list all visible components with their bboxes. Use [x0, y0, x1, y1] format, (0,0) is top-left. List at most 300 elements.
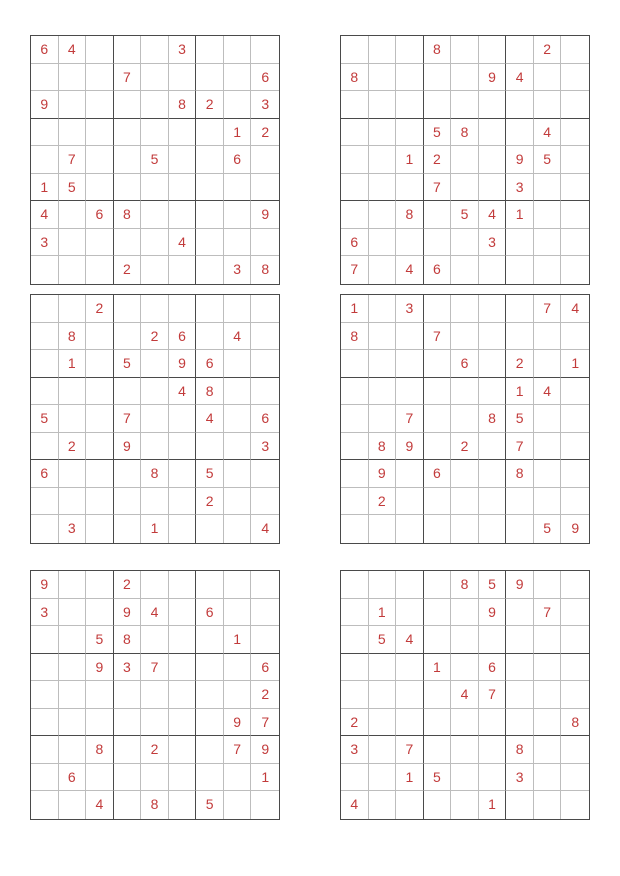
empty-cell[interactable] — [59, 654, 87, 682]
empty-cell[interactable] — [534, 433, 562, 461]
empty-cell[interactable] — [141, 256, 169, 284]
empty-cell[interactable] — [86, 681, 114, 709]
empty-cell[interactable] — [224, 488, 252, 516]
empty-cell[interactable] — [31, 654, 59, 682]
empty-cell[interactable] — [31, 488, 59, 516]
empty-cell[interactable] — [506, 681, 534, 709]
empty-cell[interactable] — [561, 791, 589, 819]
empty-cell[interactable] — [424, 64, 452, 92]
empty-cell[interactable] — [141, 378, 169, 406]
empty-cell[interactable] — [561, 91, 589, 119]
empty-cell[interactable] — [86, 146, 114, 174]
empty-cell[interactable] — [451, 146, 479, 174]
empty-cell[interactable] — [341, 405, 369, 433]
empty-cell[interactable] — [251, 460, 279, 488]
empty-cell[interactable] — [451, 64, 479, 92]
empty-cell[interactable] — [59, 91, 87, 119]
empty-cell[interactable] — [251, 146, 279, 174]
empty-cell[interactable] — [251, 488, 279, 516]
empty-cell[interactable] — [534, 201, 562, 229]
empty-cell[interactable] — [506, 791, 534, 819]
empty-cell[interactable] — [31, 791, 59, 819]
empty-cell[interactable] — [114, 736, 142, 764]
empty-cell[interactable] — [506, 91, 534, 119]
empty-cell[interactable] — [224, 405, 252, 433]
empty-cell[interactable] — [506, 709, 534, 737]
empty-cell[interactable] — [86, 764, 114, 792]
empty-cell[interactable] — [561, 626, 589, 654]
empty-cell[interactable] — [86, 488, 114, 516]
empty-cell[interactable] — [141, 91, 169, 119]
empty-cell[interactable] — [224, 599, 252, 627]
empty-cell[interactable] — [369, 119, 397, 147]
empty-cell[interactable] — [451, 229, 479, 257]
empty-cell[interactable] — [506, 229, 534, 257]
empty-cell[interactable] — [224, 36, 252, 64]
empty-cell[interactable] — [114, 36, 142, 64]
empty-cell[interactable] — [506, 36, 534, 64]
empty-cell[interactable] — [224, 681, 252, 709]
empty-cell[interactable] — [196, 64, 224, 92]
empty-cell[interactable] — [561, 681, 589, 709]
empty-cell[interactable] — [196, 764, 224, 792]
empty-cell[interactable] — [561, 433, 589, 461]
empty-cell[interactable] — [251, 350, 279, 378]
empty-cell[interactable] — [506, 488, 534, 516]
empty-cell[interactable] — [141, 36, 169, 64]
empty-cell[interactable] — [396, 571, 424, 599]
empty-cell[interactable] — [479, 626, 507, 654]
empty-cell[interactable] — [534, 654, 562, 682]
empty-cell[interactable] — [424, 709, 452, 737]
empty-cell[interactable] — [31, 323, 59, 351]
empty-cell[interactable] — [169, 626, 197, 654]
empty-cell[interactable] — [169, 433, 197, 461]
empty-cell[interactable] — [479, 350, 507, 378]
empty-cell[interactable] — [341, 36, 369, 64]
empty-cell[interactable] — [86, 64, 114, 92]
empty-cell[interactable] — [424, 378, 452, 406]
empty-cell[interactable] — [169, 488, 197, 516]
empty-cell[interactable] — [141, 295, 169, 323]
empty-cell[interactable] — [114, 174, 142, 202]
empty-cell[interactable] — [341, 681, 369, 709]
empty-cell[interactable] — [196, 119, 224, 147]
empty-cell[interactable] — [114, 515, 142, 543]
empty-cell[interactable] — [59, 64, 87, 92]
empty-cell[interactable] — [561, 174, 589, 202]
empty-cell[interactable] — [369, 350, 397, 378]
empty-cell[interactable] — [196, 36, 224, 64]
empty-cell[interactable] — [169, 64, 197, 92]
empty-cell[interactable] — [59, 599, 87, 627]
empty-cell[interactable] — [114, 229, 142, 257]
empty-cell[interactable] — [424, 201, 452, 229]
empty-cell[interactable] — [59, 378, 87, 406]
empty-cell[interactable] — [451, 626, 479, 654]
empty-cell[interactable] — [196, 736, 224, 764]
empty-cell[interactable] — [451, 791, 479, 819]
empty-cell[interactable] — [31, 764, 59, 792]
empty-cell[interactable] — [561, 764, 589, 792]
empty-cell[interactable] — [196, 323, 224, 351]
empty-cell[interactable] — [369, 36, 397, 64]
empty-cell[interactable] — [369, 174, 397, 202]
empty-cell[interactable] — [59, 571, 87, 599]
empty-cell[interactable] — [424, 405, 452, 433]
empty-cell[interactable] — [114, 681, 142, 709]
empty-cell[interactable] — [224, 378, 252, 406]
empty-cell[interactable] — [86, 709, 114, 737]
empty-cell[interactable] — [141, 681, 169, 709]
empty-cell[interactable] — [169, 654, 197, 682]
empty-cell[interactable] — [59, 119, 87, 147]
empty-cell[interactable] — [534, 791, 562, 819]
empty-cell[interactable] — [86, 174, 114, 202]
empty-cell[interactable] — [31, 119, 59, 147]
empty-cell[interactable] — [451, 488, 479, 516]
empty-cell[interactable] — [141, 488, 169, 516]
empty-cell[interactable] — [196, 515, 224, 543]
empty-cell[interactable] — [59, 709, 87, 737]
empty-cell[interactable] — [86, 378, 114, 406]
empty-cell[interactable] — [31, 350, 59, 378]
empty-cell[interactable] — [169, 295, 197, 323]
empty-cell[interactable] — [251, 791, 279, 819]
empty-cell[interactable] — [534, 350, 562, 378]
empty-cell[interactable] — [224, 91, 252, 119]
empty-cell[interactable] — [369, 515, 397, 543]
empty-cell[interactable] — [479, 764, 507, 792]
empty-cell[interactable] — [561, 488, 589, 516]
empty-cell[interactable] — [224, 295, 252, 323]
empty-cell[interactable] — [31, 378, 59, 406]
empty-cell[interactable] — [169, 146, 197, 174]
empty-cell[interactable] — [341, 515, 369, 543]
empty-cell[interactable] — [31, 681, 59, 709]
empty-cell[interactable] — [534, 571, 562, 599]
empty-cell[interactable] — [451, 764, 479, 792]
empty-cell[interactable] — [451, 295, 479, 323]
empty-cell[interactable] — [114, 91, 142, 119]
empty-cell[interactable] — [561, 736, 589, 764]
empty-cell[interactable] — [251, 229, 279, 257]
empty-cell[interactable] — [396, 654, 424, 682]
empty-cell[interactable] — [86, 119, 114, 147]
empty-cell[interactable] — [396, 174, 424, 202]
empty-cell[interactable] — [396, 229, 424, 257]
empty-cell[interactable] — [506, 654, 534, 682]
empty-cell[interactable] — [424, 229, 452, 257]
empty-cell[interactable] — [341, 571, 369, 599]
empty-cell[interactable] — [31, 64, 59, 92]
empty-cell[interactable] — [561, 460, 589, 488]
empty-cell[interactable] — [506, 626, 534, 654]
empty-cell[interactable] — [396, 350, 424, 378]
empty-cell[interactable] — [534, 460, 562, 488]
empty-cell[interactable] — [341, 654, 369, 682]
empty-cell[interactable] — [224, 350, 252, 378]
empty-cell[interactable] — [451, 323, 479, 351]
empty-cell[interactable] — [396, 460, 424, 488]
empty-cell[interactable] — [341, 764, 369, 792]
empty-cell[interactable] — [141, 764, 169, 792]
empty-cell[interactable] — [196, 174, 224, 202]
empty-cell[interactable] — [169, 119, 197, 147]
empty-cell[interactable] — [114, 119, 142, 147]
empty-cell[interactable] — [141, 571, 169, 599]
empty-cell[interactable] — [86, 36, 114, 64]
empty-cell[interactable] — [561, 599, 589, 627]
empty-cell[interactable] — [31, 256, 59, 284]
empty-cell[interactable] — [59, 681, 87, 709]
empty-cell[interactable] — [251, 571, 279, 599]
empty-cell[interactable] — [141, 405, 169, 433]
empty-cell[interactable] — [369, 681, 397, 709]
empty-cell[interactable] — [169, 681, 197, 709]
empty-cell[interactable] — [451, 460, 479, 488]
empty-cell[interactable] — [341, 201, 369, 229]
empty-cell[interactable] — [479, 460, 507, 488]
empty-cell[interactable] — [31, 433, 59, 461]
empty-cell[interactable] — [369, 323, 397, 351]
empty-cell[interactable] — [369, 91, 397, 119]
empty-cell[interactable] — [369, 64, 397, 92]
empty-cell[interactable] — [196, 626, 224, 654]
empty-cell[interactable] — [59, 201, 87, 229]
empty-cell[interactable] — [369, 405, 397, 433]
empty-cell[interactable] — [506, 599, 534, 627]
empty-cell[interactable] — [141, 433, 169, 461]
empty-cell[interactable] — [479, 295, 507, 323]
empty-cell[interactable] — [196, 146, 224, 174]
empty-cell[interactable] — [561, 405, 589, 433]
empty-cell[interactable] — [396, 323, 424, 351]
empty-cell[interactable] — [31, 709, 59, 737]
empty-cell[interactable] — [479, 515, 507, 543]
empty-cell[interactable] — [369, 709, 397, 737]
empty-cell[interactable] — [396, 378, 424, 406]
empty-cell[interactable] — [369, 256, 397, 284]
empty-cell[interactable] — [561, 571, 589, 599]
empty-cell[interactable] — [59, 626, 87, 654]
empty-cell[interactable] — [561, 201, 589, 229]
empty-cell[interactable] — [224, 515, 252, 543]
empty-cell[interactable] — [534, 405, 562, 433]
empty-cell[interactable] — [251, 174, 279, 202]
empty-cell[interactable] — [141, 229, 169, 257]
empty-cell[interactable] — [169, 515, 197, 543]
empty-cell[interactable] — [424, 295, 452, 323]
empty-cell[interactable] — [141, 174, 169, 202]
empty-cell[interactable] — [114, 295, 142, 323]
empty-cell[interactable] — [196, 229, 224, 257]
empty-cell[interactable] — [561, 64, 589, 92]
empty-cell[interactable] — [114, 764, 142, 792]
empty-cell[interactable] — [86, 515, 114, 543]
empty-cell[interactable] — [141, 64, 169, 92]
empty-cell[interactable] — [369, 764, 397, 792]
empty-cell[interactable] — [341, 460, 369, 488]
empty-cell[interactable] — [369, 201, 397, 229]
empty-cell[interactable] — [534, 764, 562, 792]
empty-cell[interactable] — [169, 256, 197, 284]
empty-cell[interactable] — [424, 488, 452, 516]
empty-cell[interactable] — [141, 201, 169, 229]
empty-cell[interactable] — [451, 256, 479, 284]
empty-cell[interactable] — [86, 256, 114, 284]
empty-cell[interactable] — [479, 488, 507, 516]
empty-cell[interactable] — [479, 174, 507, 202]
empty-cell[interactable] — [506, 295, 534, 323]
empty-cell[interactable] — [31, 146, 59, 174]
empty-cell[interactable] — [396, 488, 424, 516]
empty-cell[interactable] — [114, 378, 142, 406]
empty-cell[interactable] — [196, 295, 224, 323]
empty-cell[interactable] — [561, 36, 589, 64]
empty-cell[interactable] — [396, 119, 424, 147]
empty-cell[interactable] — [451, 599, 479, 627]
empty-cell[interactable] — [86, 571, 114, 599]
empty-cell[interactable] — [224, 764, 252, 792]
empty-cell[interactable] — [141, 119, 169, 147]
empty-cell[interactable] — [141, 350, 169, 378]
empty-cell[interactable] — [341, 378, 369, 406]
empty-cell[interactable] — [224, 654, 252, 682]
empty-cell[interactable] — [224, 174, 252, 202]
empty-cell[interactable] — [424, 91, 452, 119]
empty-cell[interactable] — [451, 36, 479, 64]
empty-cell[interactable] — [59, 229, 87, 257]
empty-cell[interactable] — [59, 460, 87, 488]
empty-cell[interactable] — [479, 736, 507, 764]
empty-cell[interactable] — [396, 36, 424, 64]
empty-cell[interactable] — [369, 146, 397, 174]
empty-cell[interactable] — [251, 378, 279, 406]
empty-cell[interactable] — [424, 571, 452, 599]
empty-cell[interactable] — [479, 433, 507, 461]
empty-cell[interactable] — [224, 64, 252, 92]
empty-cell[interactable] — [534, 229, 562, 257]
empty-cell[interactable] — [341, 350, 369, 378]
empty-cell[interactable] — [506, 323, 534, 351]
empty-cell[interactable] — [251, 36, 279, 64]
empty-cell[interactable] — [59, 488, 87, 516]
empty-cell[interactable] — [451, 91, 479, 119]
empty-cell[interactable] — [479, 256, 507, 284]
empty-cell[interactable] — [396, 681, 424, 709]
empty-cell[interactable] — [31, 515, 59, 543]
empty-cell[interactable] — [114, 146, 142, 174]
empty-cell[interactable] — [424, 599, 452, 627]
empty-cell[interactable] — [224, 460, 252, 488]
empty-cell[interactable] — [396, 599, 424, 627]
empty-cell[interactable] — [396, 791, 424, 819]
empty-cell[interactable] — [561, 119, 589, 147]
empty-cell[interactable] — [369, 295, 397, 323]
empty-cell[interactable] — [506, 119, 534, 147]
empty-cell[interactable] — [341, 91, 369, 119]
empty-cell[interactable] — [224, 229, 252, 257]
empty-cell[interactable] — [341, 599, 369, 627]
empty-cell[interactable] — [59, 736, 87, 764]
empty-cell[interactable] — [506, 256, 534, 284]
empty-cell[interactable] — [141, 626, 169, 654]
empty-cell[interactable] — [341, 488, 369, 516]
empty-cell[interactable] — [169, 174, 197, 202]
empty-cell[interactable] — [534, 709, 562, 737]
empty-cell[interactable] — [369, 571, 397, 599]
empty-cell[interactable] — [86, 460, 114, 488]
empty-cell[interactable] — [534, 323, 562, 351]
empty-cell[interactable] — [396, 64, 424, 92]
empty-cell[interactable] — [31, 626, 59, 654]
empty-cell[interactable] — [86, 229, 114, 257]
empty-cell[interactable] — [251, 323, 279, 351]
empty-cell[interactable] — [196, 709, 224, 737]
empty-cell[interactable] — [86, 599, 114, 627]
empty-cell[interactable] — [169, 709, 197, 737]
empty-cell[interactable] — [424, 350, 452, 378]
empty-cell[interactable] — [251, 599, 279, 627]
empty-cell[interactable] — [59, 256, 87, 284]
empty-cell[interactable] — [169, 599, 197, 627]
empty-cell[interactable] — [561, 323, 589, 351]
empty-cell[interactable] — [114, 323, 142, 351]
empty-cell[interactable] — [451, 378, 479, 406]
empty-cell[interactable] — [479, 709, 507, 737]
empty-cell[interactable] — [169, 460, 197, 488]
empty-cell[interactable] — [506, 515, 534, 543]
empty-cell[interactable] — [169, 201, 197, 229]
empty-cell[interactable] — [86, 91, 114, 119]
empty-cell[interactable] — [369, 791, 397, 819]
empty-cell[interactable] — [341, 174, 369, 202]
empty-cell[interactable] — [114, 791, 142, 819]
empty-cell[interactable] — [424, 736, 452, 764]
empty-cell[interactable] — [451, 174, 479, 202]
empty-cell[interactable] — [561, 378, 589, 406]
empty-cell[interactable] — [424, 626, 452, 654]
empty-cell[interactable] — [169, 571, 197, 599]
empty-cell[interactable] — [534, 64, 562, 92]
empty-cell[interactable] — [561, 229, 589, 257]
empty-cell[interactable] — [369, 378, 397, 406]
empty-cell[interactable] — [369, 736, 397, 764]
empty-cell[interactable] — [31, 295, 59, 323]
empty-cell[interactable] — [561, 654, 589, 682]
empty-cell[interactable] — [479, 91, 507, 119]
empty-cell[interactable] — [196, 681, 224, 709]
empty-cell[interactable] — [534, 256, 562, 284]
empty-cell[interactable] — [114, 488, 142, 516]
empty-cell[interactable] — [59, 295, 87, 323]
empty-cell[interactable] — [424, 515, 452, 543]
empty-cell[interactable] — [396, 91, 424, 119]
empty-cell[interactable] — [341, 626, 369, 654]
empty-cell[interactable] — [451, 709, 479, 737]
empty-cell[interactable] — [224, 433, 252, 461]
empty-cell[interactable] — [251, 295, 279, 323]
empty-cell[interactable] — [169, 405, 197, 433]
empty-cell[interactable] — [424, 791, 452, 819]
empty-cell[interactable] — [451, 736, 479, 764]
empty-cell[interactable] — [479, 36, 507, 64]
empty-cell[interactable] — [479, 119, 507, 147]
empty-cell[interactable] — [251, 626, 279, 654]
empty-cell[interactable] — [196, 654, 224, 682]
empty-cell[interactable] — [424, 433, 452, 461]
